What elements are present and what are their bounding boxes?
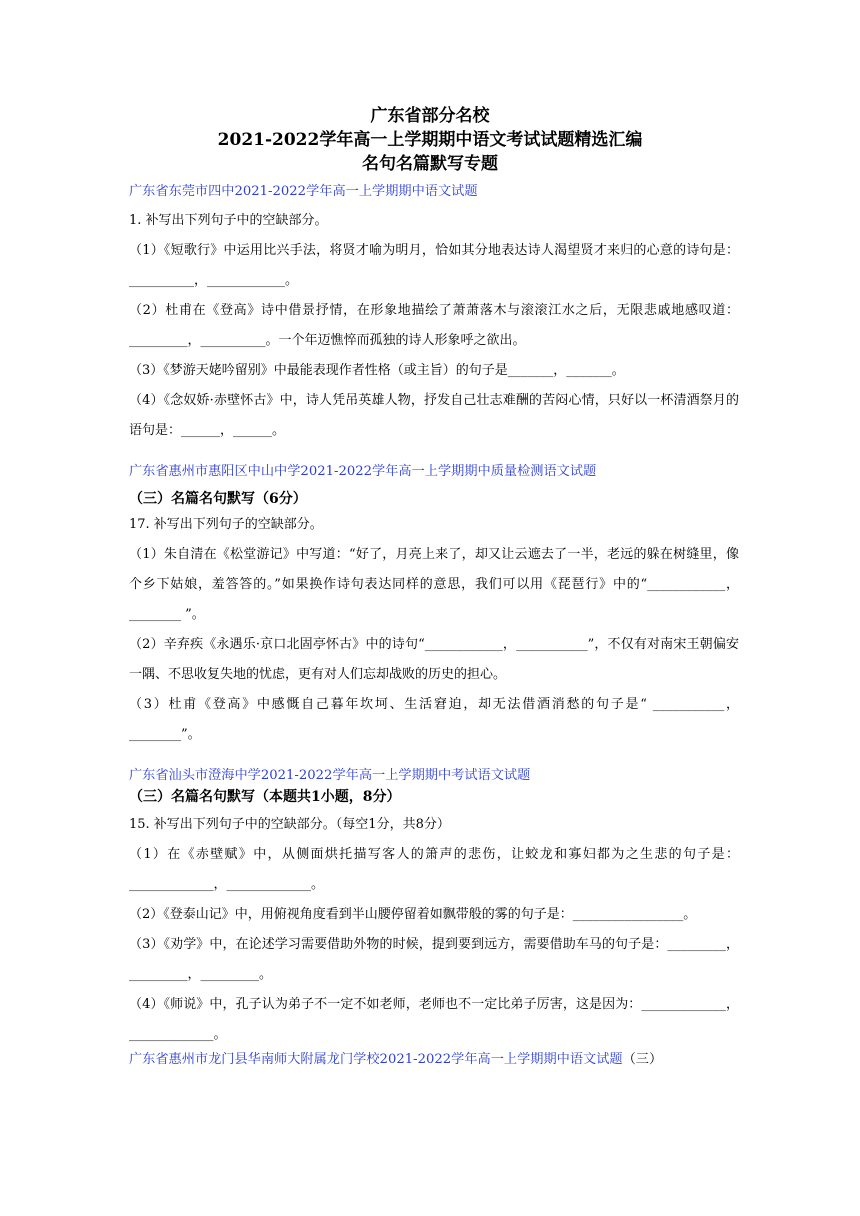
s3-item-1: （1）在《赤壁赋》中，从侧面烘托描写客人的箫声的悲伤，让蛟龙和寡妇都为之生悲的句子是：_____________，_____________。	[129, 847, 739, 892]
section-2-source: 广东省惠州市惠阳区中山中学2021-2022学年高一上学期期中质量检测语文试题	[129, 464, 597, 479]
section-4-suffix: （三）	[622, 1052, 663, 1067]
section-3-heading: （三）名篇名句默写（本题共1小题，8分）	[129, 789, 401, 805]
s3-question-intro: 15. 补写出下列句子中的空缺部分。（每空1分，共8分）	[129, 817, 450, 832]
s2-item-1: （1）朱自清在《松堂游记》中写道：“好了，月亮上来了，却又让云遮去了一半，老远的躲在树缝里，像个乡下姑娘，羞答答的。”如果换作诗句表达同样的意思，我们可以用《琵琶行》中的“____________，________ ”。	[129, 547, 739, 622]
title-line-1: 广东省部分名校	[370, 106, 490, 126]
title-line-2: 2021-2022学年高一上学期期中语文考试试题精选汇编	[217, 130, 643, 150]
s3-item-4: （4）《师说》中，孔子认为弟子不一定不如老师，老师也不一定比弟子厉害，这是因为：_____________，_____________。	[129, 997, 739, 1042]
document-title-block	[0, 104, 860, 176]
s2-item-3: （3）杜甫《登高》中感慨自己暮年坎坷、生活窘迫，却无法借酒消愁的句子是“ ___________，________”。	[129, 697, 739, 742]
s1-question-intro: 1. 补写出下列句子中的空缺部分。	[129, 213, 328, 228]
title-line-3: 名句名篇默写专题	[362, 154, 498, 174]
s2-question-intro: 17. 补写出下列句子的空缺部分。	[129, 517, 323, 532]
s1-item-3: （3）《梦游天姥吟留别》中最能表现作者性格（或主旨）的句子是_______，_______。	[129, 363, 625, 378]
section-1-source: 广东省东莞市四中2021-2022学年高一上学期期中语文试题	[129, 184, 478, 199]
s2-item-2: （2）辛弃疾《永遇乐·京口北固亭怀古》中的诗句“____________，___________”，不仅有对南宋王朝偏安一隅、不思收复失地的忧虑，更有对人们忘却战败的历史的担心。	[129, 637, 739, 682]
s3-item-3: （3）《劝学》中，在论述学习需要借助外物的时候，提到要到远方，需要借助车马的句子是：_________，_________，_________。	[129, 937, 739, 982]
section-4-source-line	[129, 1050, 739, 1070]
section-4-source: 广东省惠州市龙门县华南师大附属龙门学校2021-2022学年高一上学期期中语文试题	[129, 1052, 623, 1067]
s1-item-2: （2）杜甫在《登高》诗中借景抒情，在形象地描绘了萧萧落木与滚滚江水之后，无限悲戚地感叹道：_________，__________。一个年迈憔悴而孤独的诗人形象呼之欲出。	[129, 303, 739, 348]
section-2-heading: （三）名篇名句默写（6分）	[129, 491, 307, 507]
document-body	[129, 182, 739, 1070]
s1-item-1: （1）《短歌行》中运用比兴手法，将贤才喻为明月，恰如其分地表达诗人渴望贤才来归的心意的诗句是：__________，____________。	[129, 243, 739, 288]
s1-item-4: （4）《念奴娇·赤壁怀古》中，诗人凭吊英雄人物，抒发自己壮志难酬的苦闷心情，只好以一杯清酒祭月的语句是：______，______。	[129, 393, 739, 438]
section-3-source: 广东省汕头市澄海中学2021-2022学年高一上学期期中考试语文试题	[129, 768, 531, 783]
s3-item-2: （2）《登泰山记》中，用俯视角度看到半山腰停留着如飘带般的雾的句子是：_________________。	[129, 907, 697, 922]
